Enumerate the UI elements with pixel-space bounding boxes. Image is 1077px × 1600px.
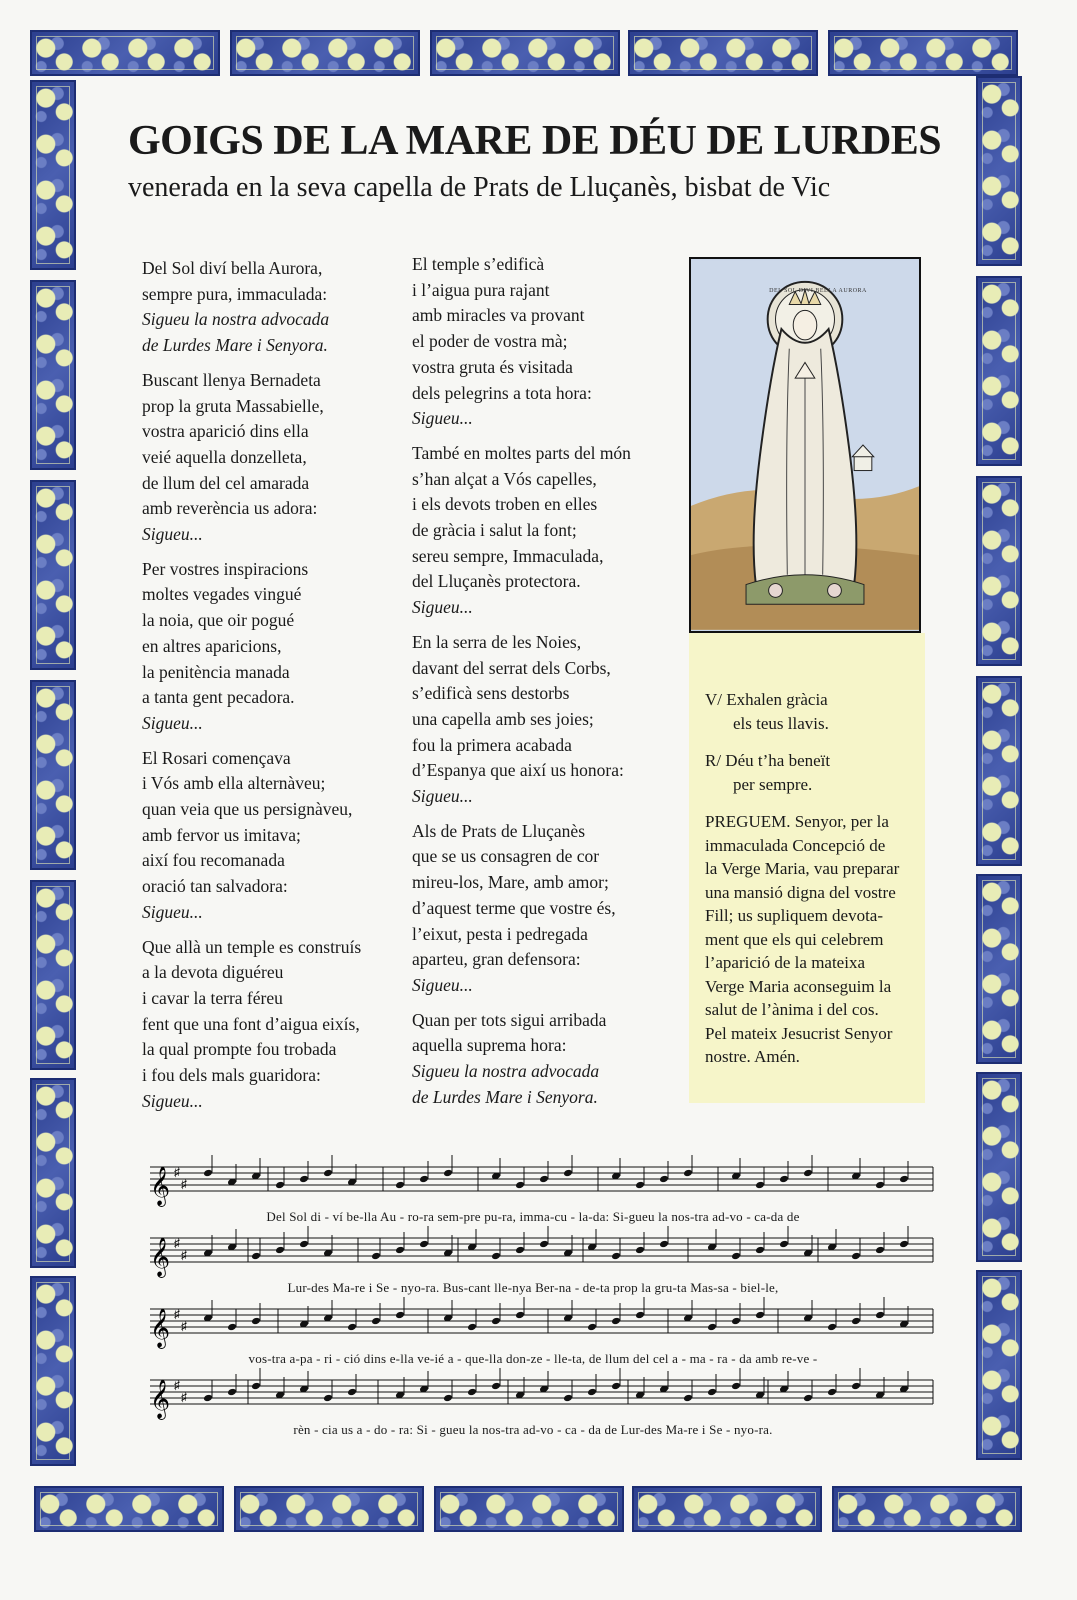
music-system: [128, 1297, 938, 1368]
staff: [128, 1226, 938, 1278]
collect-line: ment que els qui celebrem: [705, 929, 884, 949]
virgin-of-lourdes-icon: [691, 259, 919, 631]
treble-clef-icon: 𝄞: [150, 1166, 171, 1206]
sharp-icon: ♯: [174, 1307, 180, 1321]
verse-line: aquella suprema hora:: [412, 1035, 567, 1056]
floral-border-tile: [34, 1486, 224, 1532]
verse-line: amb miracles va provant: [412, 305, 585, 326]
note-icon: [539, 1240, 549, 1249]
note-icon: [659, 1240, 669, 1249]
verse-line: Per vostres inspiracions: [142, 558, 309, 579]
note-icon: [203, 1169, 213, 1178]
floral-border-tile: [828, 30, 1018, 76]
collect-line: salut de l’ànima i del cos.: [705, 1000, 879, 1019]
note-icon: [731, 1252, 741, 1261]
verse-line: de llum del cel amarada: [142, 472, 310, 493]
verse-line: També en moltes parts del món: [412, 442, 631, 463]
note-icon: [611, 1252, 621, 1261]
note-icon: [395, 1246, 405, 1255]
note-icon: [659, 1175, 669, 1184]
response-line: R/ Déu t’ha beneït: [705, 751, 831, 770]
verse-line: Que allà un temple es construís: [142, 936, 362, 957]
floral-border-tile: [30, 680, 76, 870]
note-icon: [371, 1252, 381, 1261]
verse-line: amb reverència us adora:: [142, 498, 318, 519]
verse-line: El temple s’edificà: [412, 254, 545, 274]
note-icon: [299, 1175, 309, 1184]
stanza: [412, 819, 682, 999]
floral-border-tile: [976, 276, 1022, 466]
note-icon: [323, 1394, 333, 1403]
note-icon: [371, 1317, 381, 1326]
sharp-icon: ♯: [174, 1236, 180, 1250]
note-icon: [875, 1246, 885, 1255]
verse-line: fou la primera acabada: [412, 734, 572, 755]
refrain-line: Sigueu...: [412, 786, 473, 807]
note-icon: [443, 1394, 453, 1403]
note-icon: [299, 1240, 309, 1249]
stanza: [412, 252, 682, 432]
note-icon: [755, 1246, 765, 1255]
note-icon: [323, 1169, 333, 1178]
note-icon: [731, 1382, 741, 1391]
lyrics-line: vos-tra a-pa - ri - ció dins e-lla ve-ié a - que-lla don-ze - lle-ta, de llum del cel a - ma - ra - da amb re-ve -: [248, 1351, 818, 1366]
verse-line: sereu sempre, Immaculada,: [412, 545, 604, 566]
verses-column-1: [142, 256, 402, 1124]
floral-border-tile: [30, 1078, 76, 1268]
note-icon: [635, 1246, 645, 1255]
verse-line: de gràcia i salut la font;: [412, 520, 577, 541]
note-icon: [395, 1311, 405, 1320]
staff: [128, 1155, 938, 1207]
versicle-line: els teus llavis.: [733, 713, 829, 733]
verse-line: moltes vegades vingué: [142, 584, 302, 605]
verse-line: i cavar la terra féreu: [142, 987, 283, 1008]
stanza: [142, 746, 402, 926]
verses-column-2: [412, 252, 682, 1120]
floral-border-tile: [30, 80, 76, 270]
verse-line: davant del serrat dels Corbs,: [412, 657, 611, 678]
verse-line: s’edificà sens destorbs: [412, 683, 570, 704]
verse-line: Als de Prats de Lluçanès: [412, 820, 586, 841]
verse-line: a tanta gent pecadora.: [142, 687, 295, 708]
note-icon: [515, 1246, 525, 1255]
versicle-line: V/ Exhalen gràcia: [705, 690, 828, 709]
treble-clef-icon: 𝄞: [150, 1308, 171, 1348]
note-icon: [251, 1252, 261, 1261]
stanza: [412, 1008, 682, 1111]
note-icon: [251, 1317, 261, 1326]
collect-prayer: [705, 810, 915, 1069]
collect-line: una mansió digna del vostre: [705, 882, 896, 902]
note-icon: [515, 1311, 525, 1320]
verse-line: sempre pura, immaculada:: [142, 283, 328, 304]
verse-line: prop la gruta Massabielle,: [142, 395, 324, 416]
floral-border-tile: [976, 874, 1022, 1064]
note-icon: [587, 1388, 597, 1397]
note-icon: [395, 1181, 405, 1190]
sheet-music: [128, 1155, 938, 1439]
verse-line: veié aquella donzelleta,: [142, 446, 307, 467]
note-icon: [779, 1240, 789, 1249]
note-icon: [827, 1388, 837, 1397]
verse-line: En la serra de les Noies,: [412, 631, 582, 652]
floral-border-tile: [976, 1270, 1022, 1460]
note-icon: [539, 1175, 549, 1184]
floral-border-tile: [30, 480, 76, 670]
page-subtitle: venerada en la seva capella de Prats de Lluçanès, bisbat de Vic: [128, 172, 831, 203]
verse-line: dels pelegrins a tota hora:: [412, 382, 592, 403]
refrain-line: de Lurdes Mare i Senyora.: [412, 1086, 598, 1107]
verse-line: vostra aparició dins ella: [142, 421, 309, 442]
verse-line: vostra gruta és visitada: [412, 356, 573, 377]
verse-line: i els devots troben en elles: [412, 494, 598, 515]
floral-border-tile: [30, 880, 76, 1070]
note-icon: [203, 1394, 213, 1403]
note-icon: [611, 1317, 621, 1326]
refrain-line: Sigueu la nostra advocada: [142, 309, 330, 330]
verse-line: amb fervor us imitava;: [142, 824, 301, 845]
note-icon: [731, 1317, 741, 1326]
refrain-line: Sigueu...: [142, 524, 203, 545]
note-icon: [803, 1169, 813, 1178]
collect-line: immaculada Concepció de: [705, 835, 886, 855]
verse-line: El Rosari començava: [142, 747, 291, 768]
verse-line: així fou recomanada: [142, 850, 285, 871]
note-icon: [347, 1388, 357, 1397]
verse-line: d’aquest terme que vostre és,: [412, 897, 616, 918]
note-icon: [779, 1175, 789, 1184]
note-icon: [275, 1246, 285, 1255]
note-icon: [563, 1394, 573, 1403]
lyrics-line: Lur-des Ma-re i Se - nyo-ra. Bus-cant lle-nya Ber-na - de-ta prop la gru-ta Mas-sa - biel-le,: [287, 1280, 779, 1295]
note-icon: [899, 1240, 909, 1249]
floral-border-tile: [976, 1072, 1022, 1262]
music-system: [128, 1368, 938, 1439]
note-icon: [347, 1323, 357, 1332]
refrain-line: Sigueu la nostra advocada: [412, 1061, 600, 1082]
stanza: [142, 557, 402, 737]
stanza: [142, 935, 402, 1115]
stanza: [412, 441, 682, 621]
lyrics-line: Del Sol di - ví be-lla Au - ro-ra sem-pre pu-ra, imma-cu - la-da: Si-gueu la nos-tra ad-vo - ca-da de: [266, 1209, 800, 1224]
verse-line: la penitència manada: [142, 661, 290, 682]
verse-line: i fou dels mals guaridora:: [142, 1065, 321, 1086]
floral-border-tile: [30, 1276, 76, 1466]
staff: [128, 1368, 938, 1420]
prayer-text: [705, 688, 915, 1069]
floral-border-tile: [430, 30, 620, 76]
note-icon: [515, 1181, 525, 1190]
sharp-icon: ♯: [174, 1165, 180, 1179]
floral-border-tile: [628, 30, 818, 76]
verse-line: que se us consagren de cor: [412, 846, 600, 867]
note-icon: [707, 1323, 717, 1332]
treble-clef-icon: 𝄞: [150, 1379, 171, 1419]
verse-line: s’han alçat a Vós capelles,: [412, 468, 597, 489]
virgin-illustration: [689, 257, 921, 633]
note-icon: [227, 1323, 237, 1332]
refrain-line: Sigueu...: [412, 597, 473, 618]
refrain-line: Sigueu...: [142, 901, 203, 922]
note-icon: [683, 1169, 693, 1178]
note-icon: [491, 1252, 501, 1261]
note-icon: [755, 1181, 765, 1190]
collect-line: nostre. Amén.: [705, 1047, 800, 1066]
verse-line: oració tan salvadora:: [142, 876, 288, 897]
treble-clef-icon: 𝄞: [150, 1237, 171, 1277]
note-icon: [875, 1181, 885, 1190]
floral-border-tile: [234, 1486, 424, 1532]
refrain-line: de Lurdes Mare i Senyora.: [142, 335, 328, 356]
floral-border-tile: [976, 476, 1022, 666]
verse-line: a la devota diguéreu: [142, 962, 284, 983]
note-icon: [899, 1175, 909, 1184]
note-icon: [587, 1323, 597, 1332]
staff: [128, 1297, 938, 1349]
floral-border-tile: [832, 1486, 1022, 1532]
sharp-icon: ♯: [181, 1177, 187, 1191]
note-icon: [635, 1181, 645, 1190]
note-icon: [851, 1317, 861, 1326]
halo-inscription: DEL SOL DIVI BELLA AURORA: [769, 288, 867, 294]
floral-border-tile: [976, 676, 1022, 866]
note-icon: [827, 1323, 837, 1332]
note-icon: [419, 1240, 429, 1249]
note-icon: [611, 1382, 621, 1391]
note-icon: [851, 1252, 861, 1261]
sharp-icon: ♯: [181, 1390, 187, 1404]
refrain-line: Sigueu...: [412, 408, 473, 429]
stanza: [412, 630, 682, 810]
floral-border-tile: [30, 280, 76, 470]
floral-border-tile: [632, 1486, 822, 1532]
verse-line: quan veia que us persignàveu,: [142, 799, 353, 820]
stanza: [142, 256, 402, 359]
page-title: GOIGS DE LA MARE DE DÉU DE LURDES: [128, 118, 942, 164]
verse-line: una capella amb ses joies;: [412, 708, 594, 729]
music-system: [128, 1226, 938, 1297]
sharp-icon: ♯: [181, 1248, 187, 1262]
verse-line: del Lluçanès protectora.: [412, 571, 581, 592]
music-system: [128, 1155, 938, 1226]
collect-line: Pel mateix Jesucrist Senyor: [705, 1023, 893, 1043]
note-icon: [563, 1169, 573, 1178]
note-icon: [467, 1388, 477, 1397]
collect-line: l’aparició de la mateixa: [705, 953, 865, 972]
sharp-icon: ♯: [174, 1378, 180, 1392]
stanza: [142, 368, 402, 548]
note-icon: [419, 1175, 429, 1184]
refrain-line: Sigueu...: [142, 1090, 203, 1111]
note-icon: [467, 1323, 477, 1332]
refrain-line: Sigueu...: [412, 974, 473, 995]
note-icon: [803, 1394, 813, 1403]
note-icon: [251, 1382, 261, 1391]
note-icon: [227, 1388, 237, 1397]
verse-line: el poder de vostra mà;: [412, 331, 568, 352]
verse-line: Del Sol diví bella Aurora,: [142, 258, 323, 278]
verse-line: Quan per tots sigui arribada: [412, 1009, 607, 1030]
verse-line: fent que una font d’aigua eixís,: [142, 1013, 360, 1034]
note-icon: [443, 1169, 453, 1178]
sharp-icon: ♯: [181, 1319, 187, 1333]
verse-line: mireu-los, Mare, amb amor;: [412, 872, 609, 893]
verse-line: aparteu, gran defensora:: [412, 949, 581, 970]
response: [705, 749, 915, 796]
floral-border-tile: [976, 76, 1022, 266]
verse-line: l’eixut, pesta i pedregada: [412, 923, 588, 944]
note-icon: [707, 1388, 717, 1397]
note-icon: [491, 1317, 501, 1326]
note-icon: [875, 1311, 885, 1320]
collect-line: Verge Maria aconseguim la: [705, 976, 892, 996]
verse-line: la noia, que oir pogué: [142, 610, 295, 631]
verse-line: i l’aigua pura rajant: [412, 279, 550, 300]
note-icon: [491, 1382, 501, 1391]
floral-border-tile: [230, 30, 420, 76]
verse-line: en altres aparicions,: [142, 635, 282, 656]
floral-border-tile: [434, 1486, 624, 1532]
note-icon: [275, 1181, 285, 1190]
note-icon: [755, 1311, 765, 1320]
verse-line: d’Espanya que així us honora:: [412, 760, 624, 781]
note-icon: [635, 1311, 645, 1320]
collect-line: PREGUEM. Senyor, per la: [705, 812, 889, 831]
verse-line: i Vós amb ella alternàveu;: [142, 773, 326, 794]
versicle: [705, 688, 915, 735]
note-icon: [683, 1394, 693, 1403]
floral-border-tile: [30, 30, 220, 76]
refrain-line: Sigueu...: [142, 712, 203, 733]
collect-line: la Verge Maria, vau preparar: [705, 859, 900, 878]
collect-line: Fill; us supliquem devota-: [705, 906, 884, 925]
verse-line: la qual prompte fou trobada: [142, 1039, 337, 1060]
note-icon: [851, 1382, 861, 1391]
response-line: per sempre.: [733, 774, 813, 794]
lyrics-line: rèn - cia us a - do - ra: Si - gueu la nos-tra ad-vo - ca - da de Lur-des Ma-re i Se - nyo-ra.: [293, 1422, 773, 1437]
verse-line: Buscant llenya Bernadeta: [142, 369, 321, 390]
